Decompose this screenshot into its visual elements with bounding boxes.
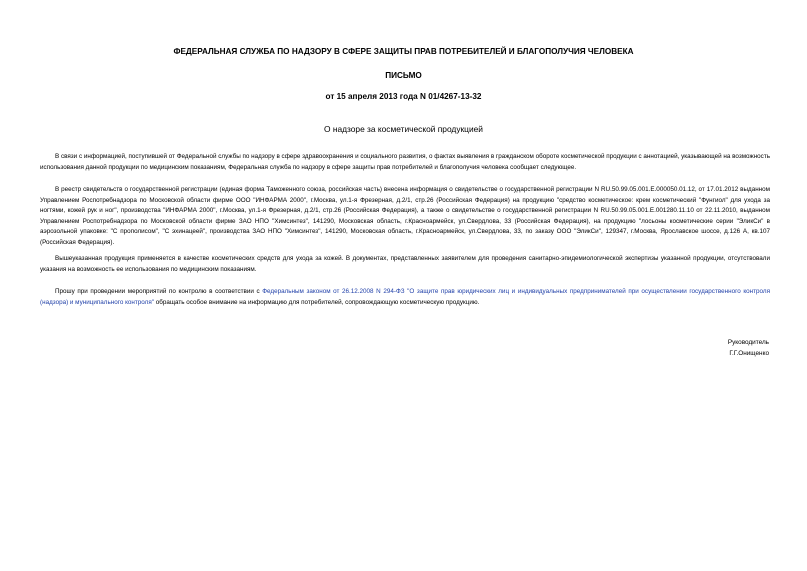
federal-law-link[interactable]: Федеральным законом от 26.12.2008 N 294-ФЗ "О защите прав юридических лиц и индивидуальных предпринимателей при осуществлении государственного контроля (надзора) и муниципального контроля": [40, 288, 770, 306]
agency-title: ФЕДЕРАЛЬНАЯ СЛУЖБА ПО НАДЗОРУ В СФЕРЕ ЗАЩИТЫ ПРАВ ПОТРЕБИТЕЛЕЙ И БЛАГОПОЛУЧИЯ ЧЕЛОВЕКА: [173, 47, 634, 56]
paragraph-4-text-end: обращать особое внимание на информацию для потребителей, сопровождающую косметическую продукцию.: [153, 298, 480, 306]
document-subject: О надзоре за косметической продукцией: [324, 124, 483, 134]
paragraph-1: В связи с информацией, поступившей от Федеральной службы по надзору в сфере здравоохранения и социального развития, о фактах выявления в гражданском обороте косметической продукции с аннотацией, указывающей на возможность использования данной продукции по медицинским показаниям, Федеральная служба по надзору в сфере защиты прав потребителей и благополучия человека сообщает следующее.: [40, 153, 770, 171]
paragraph-4-text-start: Прошу при проведении мероприятий по контролю в соответствии с: [55, 288, 263, 295]
signature-name: Г.Г.Онищенко: [729, 350, 769, 357]
paragraph-4: [40, 287, 770, 308]
paragraph-2: В реестр свидетельств о государственной регистрации (единая форма Таможенного союза, российская часть) внесена информация о свидетельстве о государственной регистрации N RU.50.99.05.001.Е.000050.01.12, от 17.01.2012 выданном Управлением Роспотребнадзора по Московской области фирме ООО "ИНФАРМА 2000", г.Москва, ул.1-я Фрезерная, д.2/1, стр.26 (Российская Федерация) на продукцию "средство косметическое: крем косметический "Фунгиол" для ухода за ногтями, кожей рук и ног", производства "ИНФАРМА 2000", г.Москва, ул.1-я Фрезерная, д.2/1, стр.26 (Российская Федерация), а также о свидетельстве о государственной регистрации N RU.50.99.05.001.Е.001280.11.10 от 22.11.2010, выданном Управлением Роспотребнадзора по Московской области фирме ЗАО НПО "Химсинтез", 141290, Московская область, г.Красноармейск, ул.Свердлова, 33 (Российская Федерация), на продукцию "лосьоны косметические серии "ЭликСи" в аэрозольной упаковке: "С прополисом", "С эхинацеей", производства ЗАО НПО "Химсинтез", 141290, Московская область, г.Красноармейск, ул.Свердлова, 33, по заказу ООО "ЭликСи", 129347, г.Москва, Ярославское шоссе, д.126 А, кв.107 (Российская Федерация).: [40, 186, 770, 246]
document-type: ПИСЬМО: [385, 71, 422, 80]
document-date-number: от 15 апреля 2013 года N 01/4267-13-32: [325, 92, 482, 101]
paragraph-3: Вышеуказанная продукция применяется в качестве косметических средств для ухода за кожей. В документах, представленных заявителем для проведения санитарно-эпидемиологической экспертизы указанной продукции, отсутствовали указания на возможность ее использования по медицинским показаниям.: [40, 255, 770, 273]
signature-title: Руководитель: [727, 339, 769, 346]
